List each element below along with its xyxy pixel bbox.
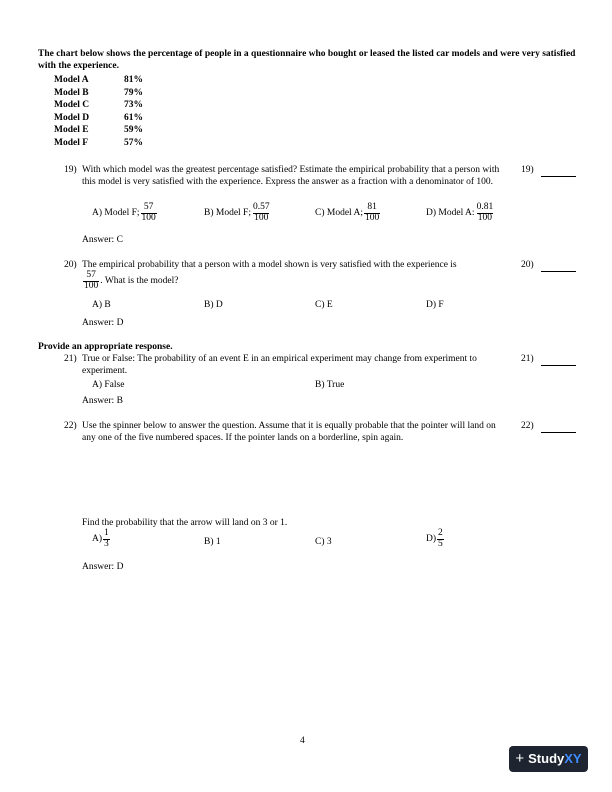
q21-choice-b[interactable]: B) True bbox=[315, 380, 345, 390]
fraction bbox=[476, 203, 495, 224]
q22-prompt: Find the probability that the arrow will land on 3 or 1. bbox=[82, 518, 288, 528]
q20-text-cont: . What is the model? bbox=[100, 276, 179, 287]
model-name: Model C bbox=[54, 100, 90, 111]
intro-text: The chart below shows the percentage of people in a questionnaire who bought or leased the listed car models and were very satisfied with the experience. bbox=[38, 49, 576, 72]
model-pct: 81% bbox=[124, 75, 143, 85]
model-row bbox=[54, 124, 143, 137]
q19-label: 19) bbox=[521, 165, 534, 175]
q22-choice-a[interactable] bbox=[92, 529, 111, 550]
model-pct: 73% bbox=[124, 100, 143, 111]
q20-label: 20) bbox=[521, 260, 534, 270]
studyxy-logo[interactable] bbox=[509, 746, 588, 772]
fraction bbox=[103, 529, 110, 550]
q20-answer: Answer: D bbox=[82, 318, 124, 328]
q22-label: 22) bbox=[521, 421, 534, 431]
fraction-numerator: 57 bbox=[86, 270, 96, 280]
model-name: Model D bbox=[54, 112, 90, 123]
q21-answer-blank[interactable] bbox=[541, 365, 576, 366]
q19-text: With which model was the greatest percentage satisfied? Estimate the empirical probability that a person with this model is very satisfied with the experience. Express the answer as a fraction with a denominator of 100. bbox=[82, 165, 500, 188]
q22-choice-c[interactable]: C) 3 bbox=[315, 537, 332, 547]
choice-label: D) bbox=[426, 534, 437, 545]
model-name: Model F bbox=[54, 137, 89, 148]
choice-label: B) Model F; bbox=[204, 208, 251, 219]
q20-choice-d[interactable]: D) F bbox=[426, 300, 444, 310]
q22-answer: Answer: D bbox=[82, 562, 124, 572]
model-row bbox=[54, 74, 143, 87]
model-name: Model A bbox=[54, 75, 89, 85]
model-table bbox=[54, 74, 143, 150]
q19-answer: Answer: C bbox=[82, 235, 123, 245]
brand-name-a: Study bbox=[528, 750, 565, 766]
q20-text: The empirical probability that a person with a model shown is very satisfied with the experience is bbox=[82, 260, 457, 270]
fraction-denominator: 100 bbox=[365, 212, 380, 223]
fraction-numerator: 0.81 bbox=[476, 202, 494, 212]
q21-choice-a[interactable]: A) False bbox=[92, 380, 125, 390]
q19-choice-b[interactable] bbox=[204, 203, 272, 224]
fraction-numerator: 57 bbox=[143, 202, 154, 212]
q19-answer-blank[interactable] bbox=[541, 176, 576, 177]
choice-label: A) bbox=[92, 534, 103, 545]
q20-number: 20) bbox=[64, 260, 77, 270]
fraction-numerator: 81 bbox=[367, 202, 377, 212]
fraction-numerator: 0.57 bbox=[252, 202, 270, 212]
fraction bbox=[252, 203, 271, 224]
q19-choice-c[interactable] bbox=[315, 203, 381, 224]
q20-choice-b[interactable]: B) D bbox=[204, 300, 223, 310]
q19-choice-d[interactable] bbox=[426, 203, 495, 224]
q22-number: 22) bbox=[64, 421, 77, 431]
fraction-numerator: 2 bbox=[438, 528, 443, 538]
choice-label: D) Model A: bbox=[426, 208, 475, 219]
fraction bbox=[364, 203, 380, 224]
q20-answer-blank[interactable] bbox=[541, 271, 576, 272]
fraction-numerator: 1 bbox=[104, 528, 109, 538]
fraction-denominator: 5 bbox=[438, 538, 443, 549]
q20-text-line2 bbox=[82, 271, 178, 292]
choice-label: C) Model A; bbox=[315, 208, 364, 219]
model-pct: 79% bbox=[124, 87, 143, 98]
model-pct: 61% bbox=[124, 112, 143, 123]
fraction bbox=[83, 271, 99, 292]
fraction-denominator: 100 bbox=[141, 212, 156, 223]
model-row bbox=[54, 99, 143, 112]
q19-choice-a[interactable] bbox=[92, 203, 158, 224]
q22-text: Use the spinner below to answer the question. Assume that it is equally probable that the pointer will land on any one of the five numbered spaces. If the pointer lands on a borderline, spin again. bbox=[82, 421, 496, 444]
model-name: Model E bbox=[54, 125, 89, 136]
q22-choice-b[interactable]: B) 1 bbox=[204, 537, 221, 547]
fraction bbox=[141, 203, 157, 224]
fraction-denominator: 100 bbox=[254, 212, 269, 223]
model-row bbox=[54, 112, 143, 125]
fraction-denominator: 3 bbox=[104, 538, 109, 549]
model-row bbox=[54, 137, 143, 150]
q21-label: 21) bbox=[521, 354, 534, 364]
q20-choice-a[interactable]: A) B bbox=[92, 300, 111, 310]
model-pct: 59% bbox=[124, 125, 143, 136]
model-row bbox=[54, 87, 143, 100]
plus-icon: + bbox=[515, 750, 525, 768]
model-pct: 57% bbox=[124, 137, 143, 148]
q21-number: 21) bbox=[64, 354, 77, 364]
fraction-denominator: 100 bbox=[84, 280, 99, 291]
q20-choice-c[interactable]: C) E bbox=[315, 300, 333, 310]
q19-number: 19) bbox=[64, 165, 77, 175]
fraction-denominator: 100 bbox=[477, 212, 492, 223]
q21-answer: Answer: B bbox=[82, 396, 123, 406]
q22-choice-d[interactable] bbox=[426, 529, 445, 550]
page-number: 4 bbox=[300, 736, 305, 746]
section-heading: Provide an appropriate response. bbox=[38, 342, 173, 352]
fraction bbox=[437, 529, 444, 550]
q21-text: True or False: The probability of an event E in an empirical experiment may change from experiment to experiment. bbox=[82, 354, 477, 377]
q22-answer-blank[interactable] bbox=[541, 432, 576, 433]
brand-name-b: XY bbox=[564, 750, 582, 766]
model-name: Model B bbox=[54, 87, 89, 98]
choice-label: A) Model F; bbox=[92, 208, 140, 219]
